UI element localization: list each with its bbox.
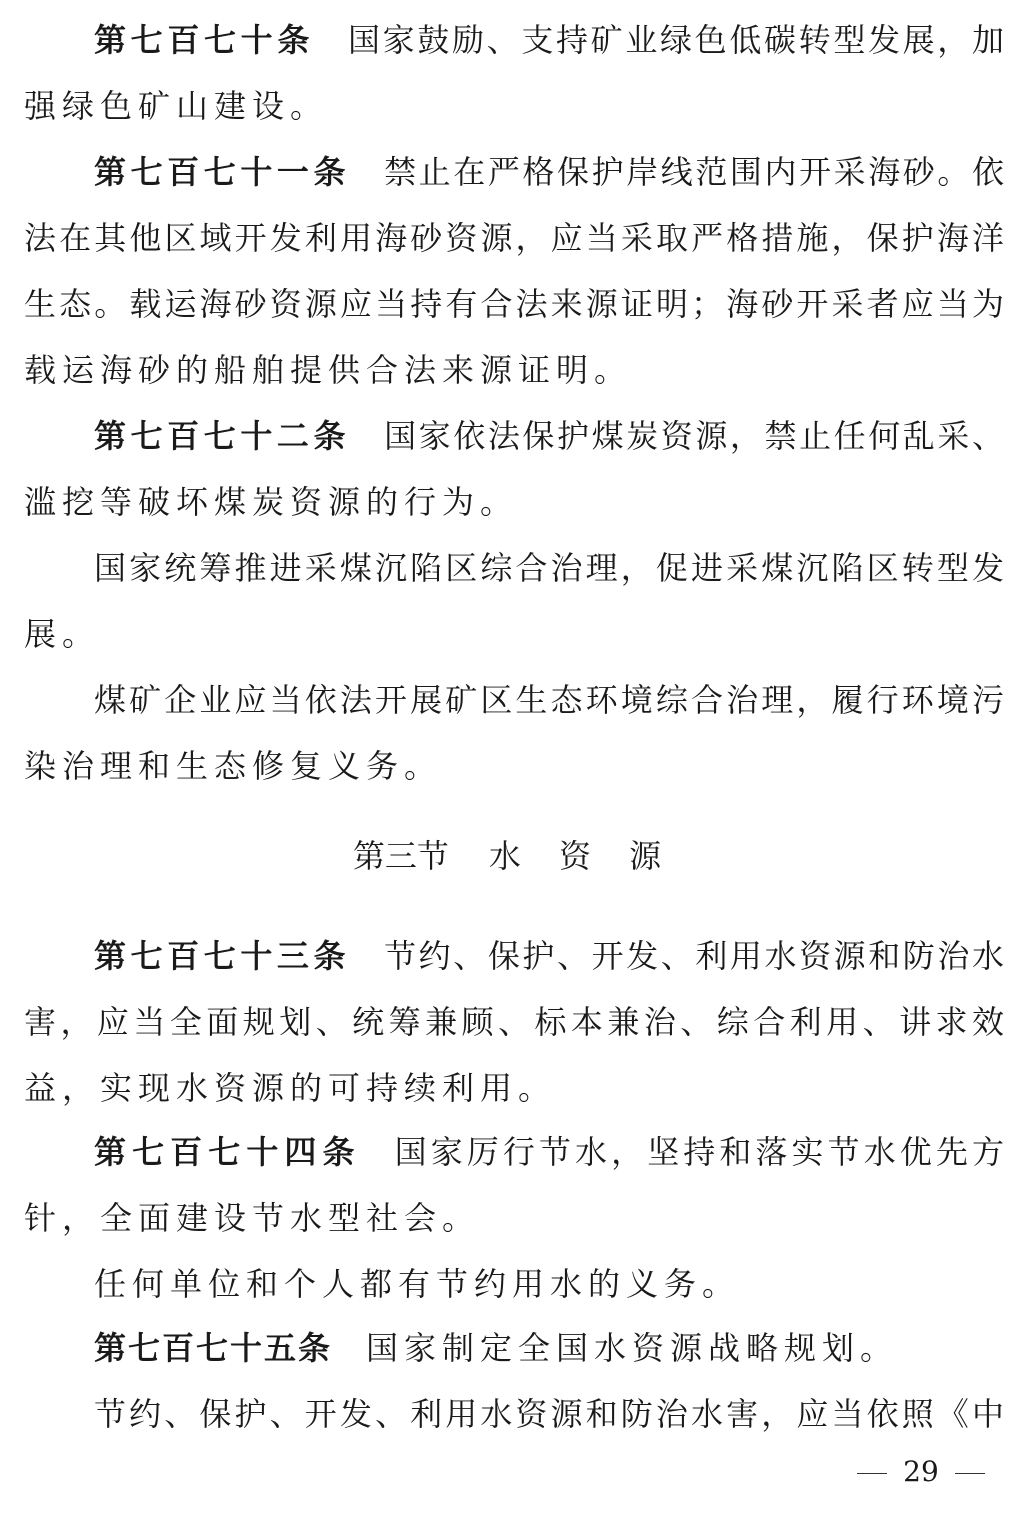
article-772-para-3-line-2: 染治理和生态修复义务。 (24, 747, 443, 785)
article-770-label: 第七百七十条 (94, 21, 314, 59)
article-774-line-2: 针，全面建设节水型社会。 (24, 1199, 481, 1237)
article-772-para-2-line-1: 国家统筹推进采煤沉陷区综合治理，促进采煤沉陷区转型发 (94, 549, 1004, 587)
article-771-line-2: 法在其他区域开发利用海砂资源，应当采取严格措施，保护海洋 (24, 219, 1004, 257)
article-772-line-1 (24, 406, 1004, 466)
article-771-line-4: 载运海砂的船舶提供合法来源证明。 (24, 351, 633, 389)
article-775-label: 第七百七十五条 (94, 1329, 333, 1367)
article-771-text-1: 禁止在严格保护岸线范围内开采海砂。依 (384, 153, 1004, 191)
article-772-para-3-line-1: 煤矿企业应当依法开展矿区生态环境综合治理，履行环境污 (94, 681, 1004, 719)
dash-left (857, 1473, 887, 1474)
article-771-line-1 (24, 142, 1004, 202)
article-773-line-2: 害，应当全面规划、统筹兼顾、标本兼治、综合利用、讲求效 (24, 1003, 1004, 1041)
article-775-line-1 (24, 1318, 1004, 1378)
article-773-text-1: 节约、保护、开发、利用水资源和防治水 (384, 937, 1004, 975)
article-771-line-3: 生态。载运海砂资源应当持有合法来源证明；海砂开采者应当为 (24, 285, 1004, 323)
dash-right (955, 1473, 985, 1474)
page-number-value: 29 (903, 1455, 939, 1488)
section-heading (24, 826, 1004, 886)
article-775-para-2-line-1: 节约、保护、开发、利用水资源和防治水害，应当依照《中 (94, 1395, 1004, 1433)
article-774-label: 第七百七十四条 (94, 1133, 361, 1171)
article-774-line-1 (24, 1122, 1004, 1182)
article-774-para-2-line-1: 任何单位和个人都有节约用水的义务。 (94, 1265, 741, 1303)
page-number (846, 1452, 996, 1492)
section-number: 第三节 (352, 837, 449, 875)
section-title: 水 资 源 (488, 837, 676, 875)
article-772-line-2: 滥挖等破坏煤炭资源的行为。 (24, 483, 519, 521)
article-773-line-3: 益，实现水资源的可持续利用。 (24, 1069, 557, 1107)
article-770-text-1: 国家鼓励、支持矿业绿色低碳转型发展，加 (348, 21, 1004, 59)
article-770-line-1 (24, 10, 1004, 70)
article-773-line-1 (24, 926, 1004, 986)
article-772-label: 第七百七十二条 (94, 417, 351, 455)
article-772-para-2-line-2: 展。 (24, 615, 101, 653)
article-775-text-1: 国家制定全国水资源战略规划。 (366, 1329, 899, 1367)
article-772-text-1: 国家依法保护煤炭资源，禁止任何乱采、 (384, 417, 1004, 455)
article-771-label: 第七百七十一条 (94, 153, 351, 191)
article-774-text-1: 国家厉行节水，坚持和落实节水优先方 (394, 1133, 1004, 1171)
article-770-line-2: 强绿色矿山建设。 (24, 87, 329, 125)
article-773-label: 第七百七十三条 (94, 937, 351, 975)
